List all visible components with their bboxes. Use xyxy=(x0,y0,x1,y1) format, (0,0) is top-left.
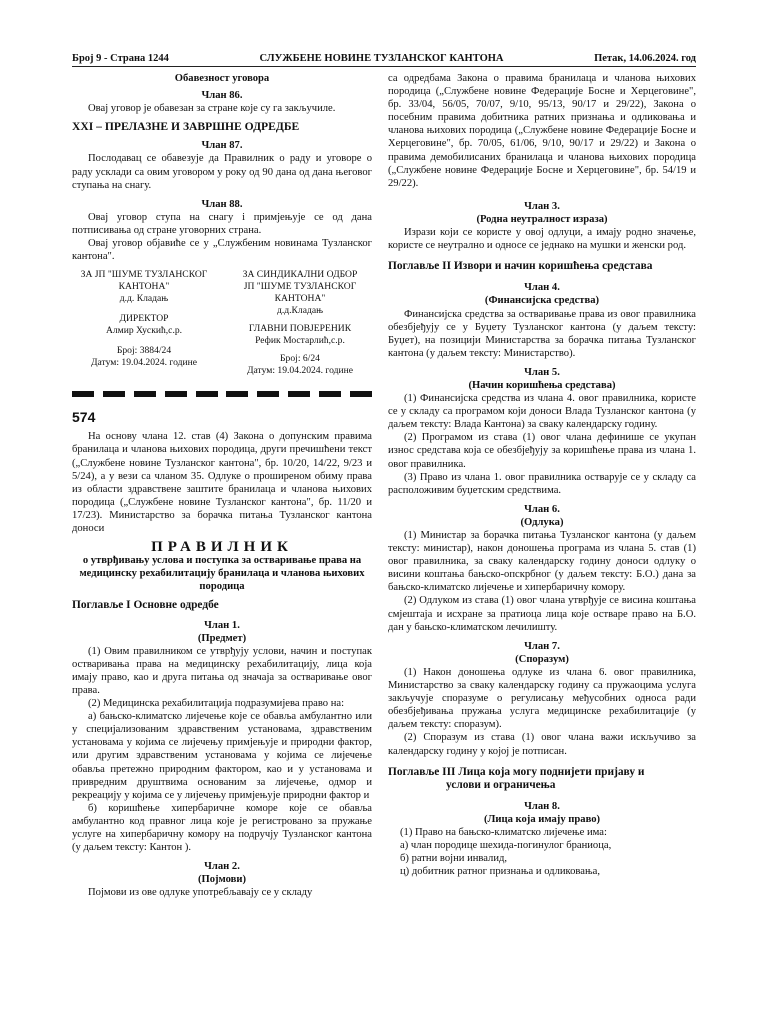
article-number: Члан 86. xyxy=(201,90,243,102)
paragraph: Изрази који се користе у овој одлуци, а имају родно значење, користе се неутрално и односе се једнако на мушки и женски род. xyxy=(388,227,696,252)
paragraph: (2) Медицинска рехабилитација подразумијева право на: xyxy=(88,698,345,710)
paragraph: (1) Право на бањско-климатско лијечење има: xyxy=(400,826,607,838)
signature-org-line: ЗА СИНДИКАЛНИ ОДБОР xyxy=(242,269,358,281)
document-subtitle: о утврђивању услова и поступка за остваривање права на медицинску рехабилитацију бранилаца и чланова њихових породица xyxy=(79,555,365,593)
paragraph: (1) Финансијска средства из члана 4. овог правилника, користе се у складу са програмом који доноси Влада Тузланског кантона (у даљем тексту: Влада Кантона) за сваку календарску годину. xyxy=(388,393,696,431)
article-number: Члан 3. xyxy=(524,200,560,212)
list-item: а) члан породице шехида-погинулог браниоца, xyxy=(400,840,612,852)
paragraph: (1) Овим правилником се утврђују услови, начин и поступак остваривања права на медицинску рехабилитацију, лица која имају право, као и друга питања од значаја за остваривање овог права. xyxy=(72,645,372,696)
article-name: (Одлука) xyxy=(520,516,564,528)
article-number: Члан 6. xyxy=(524,503,560,515)
signature-date: Датум: 19.04.2024. године xyxy=(246,365,354,377)
signature-name: Алмир Хускић,с.р. xyxy=(105,325,183,337)
document-title: ПРАВИЛНИК xyxy=(151,539,293,556)
paragraph: Овај уговор ступа на снагу i примјењује се од дана потписивања од стране уговорних страна. xyxy=(72,211,372,236)
chapter-heading: XXI – ПРЕЛАЗНЕ И ЗАВРШНЕ ОДРЕДБЕ xyxy=(72,120,300,134)
signature-role: ДИРЕКТОР xyxy=(119,313,169,325)
article-name: (Споразум) xyxy=(515,653,569,665)
article-name: (Лица која имају право) xyxy=(483,813,601,825)
signature-doc-number: Број: 3884/24 xyxy=(116,345,172,357)
article-name: (Појмови) xyxy=(197,874,247,886)
header-page-number: Број 9 - Страна 1244 xyxy=(72,53,169,64)
article-name: (Начин коришћења средстава) xyxy=(468,379,616,391)
signature-org-line: д.д.Кладањ xyxy=(276,305,324,317)
article-number: Члан 4. xyxy=(524,282,560,294)
signature-org-line: ЗА ЈП "ШУМЕ ТУЗЛАНСКОГ xyxy=(80,269,208,281)
article-number: Члан 2. xyxy=(204,861,240,873)
chapter-heading: Поглавље III Лица која могу поднијети пријаву и xyxy=(388,765,645,778)
section-heading: Обавезност уговора xyxy=(174,73,270,84)
article-number: Члан 1. xyxy=(204,619,240,631)
left-column xyxy=(72,72,372,900)
document-number: 574 xyxy=(72,409,96,426)
paragraph: (3) Право из члана 1. овог правилника остварује се у складу са расположивим буџетским средствима. xyxy=(388,471,696,496)
article-name: (Предмет) xyxy=(197,632,247,644)
paragraph: (2) Програмом из става (1) овог члана дефинише се укупан износ средстава која се обезбјеђују за коришћење права из члана 1. овог правилника. xyxy=(388,432,696,470)
article-name: (Родна неутралност израза) xyxy=(476,213,608,225)
article-number: Члан 8. xyxy=(524,800,560,812)
list-item: ц) добитник ратног признања и одликовања, xyxy=(400,866,601,878)
signature-block xyxy=(72,269,372,377)
section-separator xyxy=(72,391,372,397)
signature-org-line: КАНТОНА" xyxy=(118,281,170,293)
page-header xyxy=(72,50,696,67)
right-column xyxy=(388,72,696,878)
preamble: На основу члана 12. став (4) Закона о допунским правима бранилаца и чланова њихових породица, други пречишћени текст („Службене новине Тузланског кантона", бр. 10/20, 14/22, 9/23 и 5/24), а у вези са чланом 35. Одлуке о проширеном обиму права из области здравствене заштите бранилаца и чланова њихових породица („Службене новине Тузланског кантона", бр. 11/20 и 17/23). Министарство за борачка питања Тузланског кантона доноси xyxy=(72,431,372,534)
article-number: Члан 5. xyxy=(524,366,560,378)
paragraph: Послодавац се обавезује да Правилник о раду и уговоре о раду усклади са овим уговором у року од 90 дана од дана његовог ступања на снагу. xyxy=(72,153,372,191)
signature-name: Рефик Мостарлић,с.р. xyxy=(255,335,345,347)
chapter-heading: Поглавље I Основне одредбе xyxy=(72,599,219,612)
paragraph: Појмови из ове одлуке употребљавају се у складу xyxy=(88,887,313,899)
paragraph: Овај уговор је обавезан за стране које су га закључиле. xyxy=(88,103,336,115)
signature-org-line: КАНТОНА" xyxy=(274,293,326,305)
article-number: Члан 87. xyxy=(201,140,243,152)
signature-employer xyxy=(72,269,216,377)
article-name: (Финансијска средства) xyxy=(484,295,600,307)
paragraph: (2) Споразум из става (1) овог члана важи искључиво за календарску годину у којој је потписан. xyxy=(388,732,696,757)
chapter-heading: Поглавље II Извори и начин коришћења средстава xyxy=(388,260,653,273)
header-date: Петак, 14.06.2024. год xyxy=(594,53,696,64)
list-item: б) ратни војни инвалид, xyxy=(400,853,508,865)
signature-org-line: д.д. Кладањ xyxy=(119,293,169,305)
paragraph: а) бањско-климатско лијечење које се обавља амбулантно или у специјализованим здравственим установама, здравственим установама у којима се лијечењу примјењује и природни фактор, или другим здравственим установама у којима се лијечење обавља претежно природним фактором, као и у установама и привредним друштвима основаним за лијечење, одмор и рекреацију у којима се у лијечењу примјењује природни фактор и xyxy=(72,711,372,801)
signature-doc-number: Број: 6/24 xyxy=(280,353,320,365)
paragraph: Финансијска средства за остваривање права из овог правилника обезбјеђују се у Буџету Тузланског кантона (у даљем тексту: Буџет), на позицији Министарства за борачка питања Тузланског кантона (у даљем тексту: Министарство). xyxy=(388,308,696,359)
signature-org-line: ЈП "ШУМЕ ТУЗЛАНСКОГ xyxy=(243,281,357,293)
paragraph: Овај уговор објавиће се у „Службеним новинама Тузланског кантона". xyxy=(72,238,372,263)
paragraph: (1) Након доношења одлуке из члана 6. овог правилника, Министарство за сваку календарску годину са пружаоцима услуга закључује споразуме о регулисању међусобних односа ради обезбјеђивања пружања услуга медицинске рехабилитације (у даљем тексту: споразум). xyxy=(388,666,696,731)
paragraph: (2) Одлуком из става (1) овог члана утврђује се висина коштања смјештаја и исхране за пратиоца лица које остваре право на Б.О. дан у бањско-климатском лечилишту. xyxy=(388,595,696,633)
paragraph: са одредбама Закона о правима бранилаца и чланова њихових породица („Службене новине Федерације Босне и Херцеговине", бр. 33/04, 56/05, 70/07, 9/10, 95/13, 90/17 и 29/22), Закона о посебним правима добитника ратних признања и одликовања и чланова њихових породица („Службене новине Федерације Босне и Херцеговине", бр. 70/05, 61/06, 9/10, 90/17 и 29/22) и Закона о правима демобилисаних бранилаца и чланова њихових породица („Службене новине Федерације Босне и Херцеговине", бр. 54/19 и 29/22). xyxy=(388,73,696,189)
signature-date: Датум: 19.04.2024. године xyxy=(90,357,198,369)
article-number: Члан 7. xyxy=(524,640,560,652)
paragraph: (1) Министар за борачка питања Тузланског кантона (у даљем тексту: министар), након доношења програма из члана 5. став (1) овог правилника, за сваку календарску годину доноси одлуку о висини коштања бањско-опскрбног (у даљем тексту: Б.О.) дана за бањско-климатско лијечење и хипербаричну комору. xyxy=(388,530,696,594)
header-publication-title: СЛУЖБЕНЕ НОВИНЕ ТУЗЛАНСКОГ КАНТОНА xyxy=(259,53,504,64)
chapter-heading-continued: услови и ограничења xyxy=(446,778,556,791)
signature-union xyxy=(228,269,372,377)
paragraph: б) коришћење хипербаричне коморе које се обавља амбулантно код правног лица које је регистровано за пружање услуге на хипербаричну комору на подручју Тузланског кантона (у даљем тексту: Кантон ). xyxy=(72,802,372,854)
signature-role: ГЛАВНИ ПОВЈЕРЕНИК xyxy=(248,323,352,335)
article-number: Члан 88. xyxy=(201,198,243,210)
